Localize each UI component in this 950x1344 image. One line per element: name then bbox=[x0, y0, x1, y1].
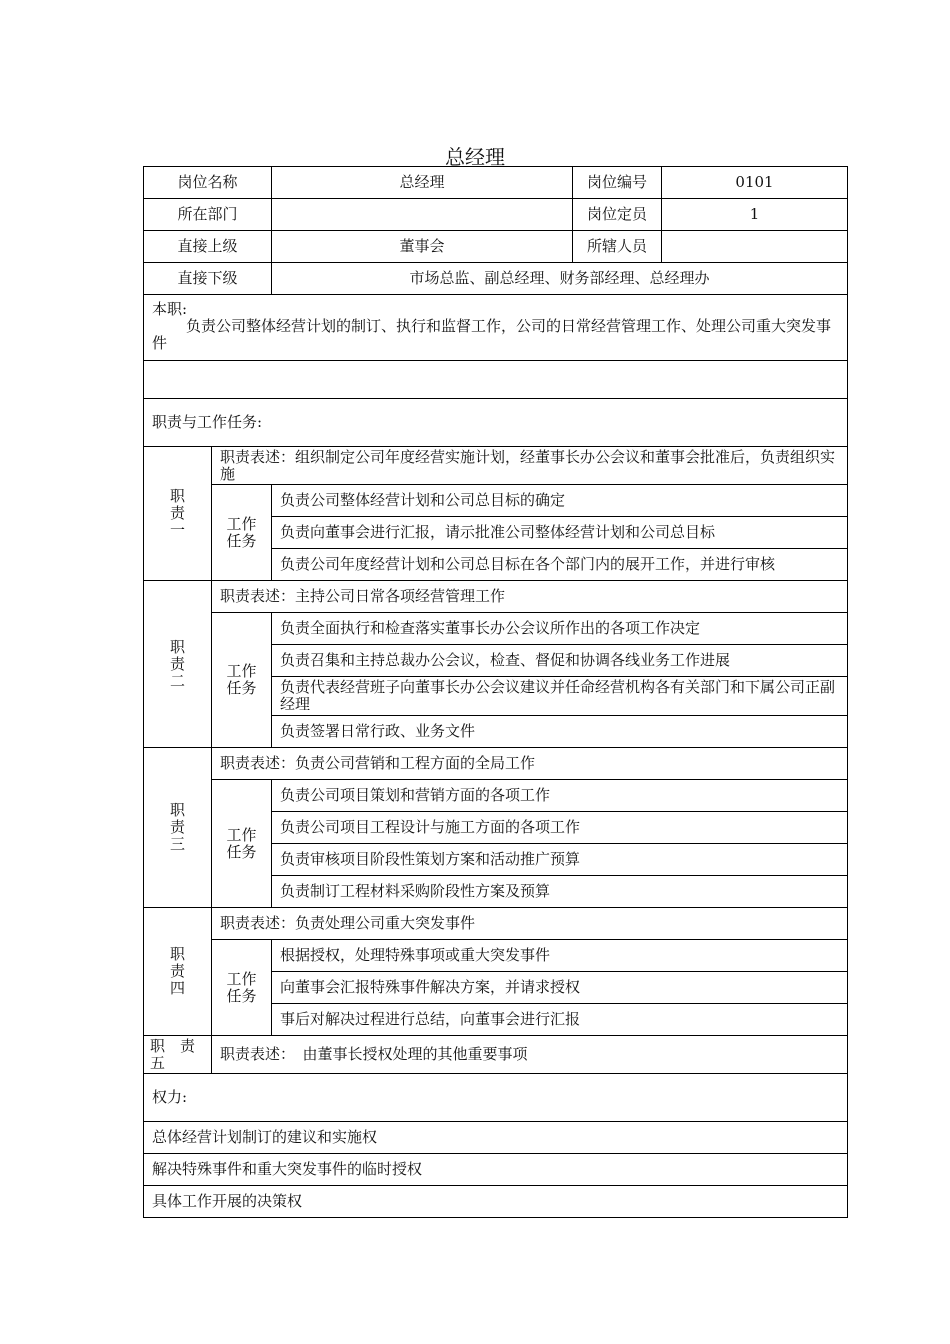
power-item-1: 总体经营计划制订的建议和实施权 bbox=[144, 1122, 848, 1154]
resp3-task-1: 负责公司项目策划和营销方面的各项工作 bbox=[272, 780, 848, 812]
resp5-label bbox=[144, 1036, 212, 1074]
resp-label-char: 职 bbox=[169, 801, 185, 819]
resp2-label bbox=[144, 581, 212, 748]
info-row-department bbox=[144, 199, 848, 231]
duty-cell bbox=[144, 295, 848, 361]
resp-label-char: 责 bbox=[169, 504, 185, 522]
resp-label-char: 二 bbox=[169, 671, 185, 690]
power-row bbox=[144, 1154, 848, 1186]
resp-label-char: 职 bbox=[169, 945, 185, 963]
power-item-3: 具体工作开展的决策权 bbox=[144, 1186, 848, 1218]
document-title: 总经理 bbox=[445, 145, 505, 169]
resp2-task-1: 负责全面执行和检查落实董事长办公会议所作出的各项工作决定 bbox=[272, 613, 848, 645]
resp2-task-2: 负责召集和主持总裁办公会议，检查、督促和协调各线业务工作进展 bbox=[272, 645, 848, 677]
task-label-line: 任务 bbox=[226, 679, 257, 697]
task-label-line: 任务 bbox=[226, 531, 257, 550]
task-label-line: 任务 bbox=[226, 986, 257, 1005]
value-department bbox=[272, 199, 573, 231]
resp5-row bbox=[144, 1036, 848, 1074]
resp3-statement: 职责表述：负责公司营销和工程方面的全局工作 bbox=[212, 748, 848, 780]
resp4-label bbox=[144, 908, 212, 1036]
info-row-superior bbox=[144, 231, 848, 263]
resp1-task-1: 负责公司整体经营计划和公司总目标的确定 bbox=[272, 485, 848, 517]
task-label-line: 工作 bbox=[226, 969, 257, 988]
power-row bbox=[144, 1122, 848, 1154]
resp5-statement: 职责表述： 由董事长授权处理的其他重要事项 bbox=[212, 1036, 848, 1074]
resp4-statement: 职责表述：负责处理公司重大突发事件 bbox=[212, 908, 848, 940]
value-headcount: 1 bbox=[662, 199, 848, 231]
resp4-task-label bbox=[212, 940, 272, 1036]
value-superior: 董事会 bbox=[272, 231, 573, 263]
powers-heading-row bbox=[144, 1074, 848, 1122]
resp4-task-3: 事后对解决过程进行总结，向董事会进行汇报 bbox=[272, 1004, 848, 1036]
label-position-name: 岗位名称 bbox=[144, 167, 272, 199]
label-department: 所在部门 bbox=[144, 199, 272, 231]
value-subordinates: 市场总监、副总经理、财务部经理、总经理办 bbox=[272, 263, 848, 295]
label-subordinates: 直接下级 bbox=[144, 263, 272, 295]
resp3-task-3: 负责审核项目阶段性策划方案和活动推广预算 bbox=[272, 844, 848, 876]
resp2-statement: 职责表述：主持公司日常各项经营管理工作 bbox=[212, 581, 848, 613]
resp3-task-row bbox=[144, 780, 848, 812]
info-row-position bbox=[144, 167, 848, 199]
resp1-statement: 职责表述：组织制定公司年度经营实施计划，经董事长办公会议和董事会批准后，负责组织实施 bbox=[212, 447, 848, 485]
resp3-task-label bbox=[212, 780, 272, 908]
resp4-task-row bbox=[144, 940, 848, 972]
resp3-label bbox=[144, 748, 212, 908]
resp-label-char: 三 bbox=[169, 835, 185, 853]
resp-label-char: 职 bbox=[169, 637, 185, 656]
resp-label-char: 责 bbox=[169, 818, 185, 836]
blank-row bbox=[144, 361, 848, 399]
powers-heading: 权力: bbox=[144, 1074, 848, 1122]
task-label-line: 任务 bbox=[226, 842, 257, 861]
power-item-2: 解决特殊事件和重大突发事件的临时授权 bbox=[144, 1154, 848, 1186]
resp1-task-2: 负责向董事会进行汇报，请示批准公司整体经营计划和公司总目标 bbox=[272, 517, 848, 549]
resp-label-char: 四 bbox=[169, 979, 185, 997]
label-headcount: 岗位定员 bbox=[573, 199, 662, 231]
tasks-heading: 职责与工作任务: bbox=[144, 399, 848, 447]
resp2-task-4: 负责签署日常行政、业务文件 bbox=[272, 716, 848, 748]
resp2-task-row bbox=[144, 613, 848, 645]
resp3-task-2: 负责公司项目工程设计与施工方面的各项工作 bbox=[272, 812, 848, 844]
resp4-task-1: 根据授权，处理特殊事项或重大突发事件 bbox=[272, 940, 848, 972]
task-label-line: 工作 bbox=[226, 662, 257, 680]
task-label-line: 工作 bbox=[226, 514, 257, 533]
resp5-label-bottom: 五 bbox=[150, 1053, 166, 1072]
power-row bbox=[144, 1186, 848, 1218]
resp4-task-2: 向董事会汇报特殊事件解决方案，并请求授权 bbox=[272, 972, 848, 1004]
resp-label-char: 一 bbox=[169, 521, 185, 539]
resp1-task-row bbox=[144, 485, 848, 517]
info-row-subordinates bbox=[144, 263, 848, 295]
value-position-code: 0101 bbox=[662, 167, 848, 199]
resp5-label-top: 职 责 bbox=[150, 1036, 196, 1055]
resp2-task-3: 负责代表经营班子向董事长办公会议建议并任命经营机构各有关部门和下属公司正副经理 bbox=[272, 677, 848, 716]
duty-text: 负责公司整体经营计划的制订、执行和监督工作，公司的日常经营管理工作、处理公司重大突发事件 bbox=[152, 317, 832, 352]
resp-label-char: 责 bbox=[169, 654, 185, 673]
resp2-task-label bbox=[212, 613, 272, 748]
label-superior: 直接上级 bbox=[144, 231, 272, 263]
resp2-statement-row bbox=[144, 581, 848, 613]
label-staff: 所辖人员 bbox=[573, 231, 662, 263]
job-description-table bbox=[143, 166, 848, 1218]
resp1-task-label bbox=[212, 485, 272, 581]
resp4-statement-row bbox=[144, 908, 848, 940]
resp-label-char: 职 bbox=[169, 487, 185, 505]
resp1-task-3: 负责公司年度经营计划和公司总目标在各个部门内的展开工作，并进行审核 bbox=[272, 549, 848, 581]
tasks-heading-row bbox=[144, 399, 848, 447]
value-position-name: 总经理 bbox=[272, 167, 573, 199]
resp1-label bbox=[144, 447, 212, 581]
label-position-code: 岗位编号 bbox=[573, 167, 662, 199]
resp3-statement-row bbox=[144, 748, 848, 780]
task-label-line: 工作 bbox=[226, 825, 257, 844]
duty-label: 本职: bbox=[152, 300, 188, 318]
duty-row bbox=[144, 295, 848, 361]
resp1-statement-row bbox=[144, 447, 848, 485]
resp3-task-4: 负责制订工程材料采购阶段性方案及预算 bbox=[272, 876, 848, 908]
blank-cell bbox=[144, 361, 848, 399]
value-staff bbox=[662, 231, 848, 263]
resp-label-char: 责 bbox=[169, 962, 185, 980]
